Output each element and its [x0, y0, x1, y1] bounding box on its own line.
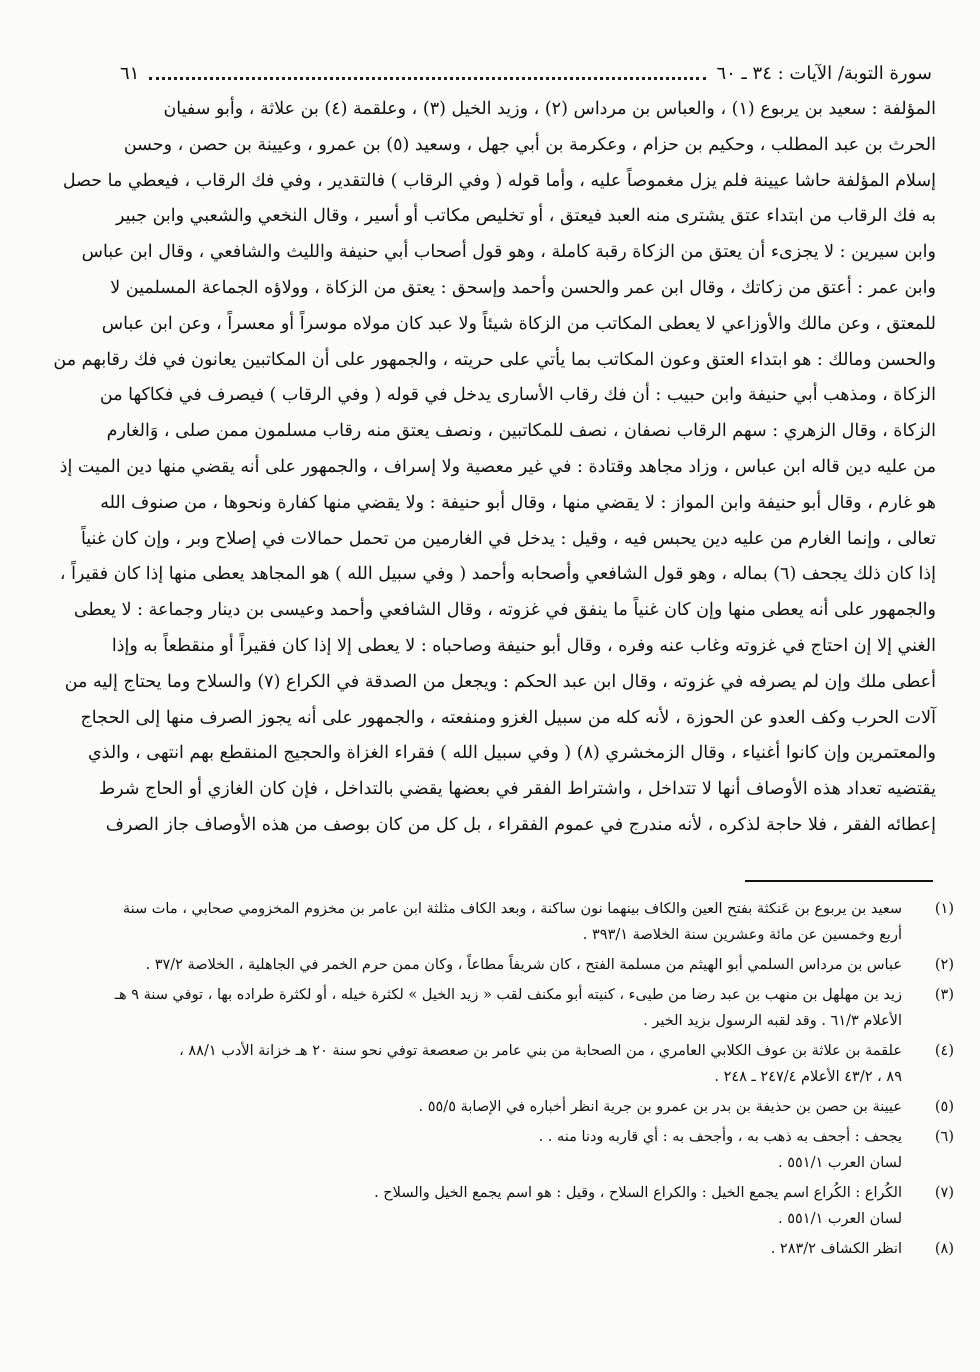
footnote-number: (١) [934, 901, 954, 917]
body-line: تعالى ، وإنما الغارم من عليه دين يحبس فيه ، وقيل : يدخل في الغارمين من تحمل حمالات في إصلاح وبر ، وإن كان غنياً [80, 528, 936, 549]
footnote-text [110, 1236, 902, 1262]
footnote-line: أربع وخمسين عن مائة وعشرين سنة الخلاصة ٣٩٣/١ . [582, 927, 902, 943]
footnote-line: علقمة بن علاثة بن عوف الكلابي العامري ، من الصحابة من بني عامر بن صعصعة توفي نحو سنة ٢٠ هـ خزانة الأدب ٨٨/١ ، [179, 1043, 902, 1059]
footnote-text [110, 1094, 902, 1120]
footnote-separator [745, 880, 933, 882]
footnote [110, 1236, 954, 1262]
footnote [110, 896, 954, 948]
footnote-number: (٨) [934, 1241, 954, 1257]
footnote [110, 1180, 954, 1232]
body-line: والمعتمرين وإن كانوا أغنياء ، وقال الزمخشري (٨) ( وفي سبيل الله ) فقراء الغزاة والحجيج المنقطع بهم انتهى ، والذي [87, 743, 936, 764]
body-line: للمعتق ، وعن مالك والأوزاعي لا يعطى المكاتب من الزكاة شيئاً ولا عبد كان مولاه موسراً أو معسراً ، وعن ابن عباس [101, 313, 936, 334]
footnote-line: عباس بن مرداس السلمي أبو الهيثم من مسلمة الفتح ، كان شريفاً مطاعاً ، وكان ممن حرم الخمر في الجاهلية ، الخلاصة ٣٧/٢ . [145, 957, 902, 973]
footnote-line: زيد بن مهلهل بن منهب بن عبد رضا من طيىء ، كنيته أبو مكنف لقب « زيد الخيل » لكثرة خيله ، أو لكثرة طراده بها ، توفي سنة ٩ هـ [114, 987, 902, 1003]
body-line: والجمهور على أنه يعطى منها وإن كان غنياً ما ينفق في غزوته ، وقال الشافعي وأحمد وعيسى بن دينار وجماعة : لا يعطى [73, 600, 936, 621]
body-line: والحسن ومالك : هو ابتداء العتق وعون المكاتب بما يأتي على حريته ، والجمهور على أن المكاتبين يعانون في فك رقابهم من [53, 349, 936, 370]
body-line: إعطائه الفقر ، فلا حاجة لذكره ، لأنه مندرج في عموم الفقراء ، بل كل من كان بوصف من هذه الأوصاف جاز الصرف [105, 814, 936, 835]
footnote-text [110, 1038, 902, 1090]
footnote [110, 1124, 954, 1176]
footnote [110, 952, 954, 978]
body-line: الزكاة ، وقال الزهري : سهم الرقاب نصفان ، نصف للمكاتبين ، ونصف يعتق منه رقاب مسلمون ممن صلى ، وَالغارم [106, 421, 936, 442]
running-title: سورة التوبة/ الآيات : ٣٤ ـ ٦٠ [716, 62, 932, 84]
body-line: الغني إلا إن احتاج في غزوته وغاب عنه وفره ، وقال أبو حنيفة وصاحباه : لا يعطى إلا إذا كان فقيراً أو منقطعاً به وإذا [111, 635, 936, 656]
page-header [120, 58, 932, 88]
footnote [110, 1094, 954, 1120]
footnote-text [110, 1180, 902, 1232]
footnote-line: يجحف : أجحف به ذهب به ، وأجحف به : أي قاربه ودنا منه . . [538, 1129, 902, 1145]
footnote-number: (٢) [934, 957, 954, 973]
footnote-text [110, 952, 902, 978]
body-line: هو غارم ، وقال أبو حنيفة وابن المواز : لا يقضي منها ، وقال أبو حنيفة : ولا يقضي منها كفارة ونحوها ، من صنوف الله [100, 492, 936, 513]
body-line: المؤلفة : سعيد بن يربوع (١) ، والعباس بن مرداس (٢) ، وزيد الخيل (٣) ، وعلقمة (٤) بن علاثة ، وأبو سفيان [163, 99, 936, 119]
body-line: الزكاة ، ومذهب أبي حنيفة وابن حبيب : أن فك رقاب الأسارى يدخل في قوله ( وفي الرقاب ) فيصرف في فكاكها من [99, 385, 936, 406]
footnote-line: الأعلام ٦١/٣ . وقد لقبه الرسول بزيد الخير . [643, 1013, 902, 1029]
main-text [53, 92, 936, 844]
body-line: إذا كان ذلك يجحف (٦) بماله ، وهو قول الشافعي وأصحابه وأحمد ( وفي سبيل الله ) هو المجاهد يعطى منها إذا كان فقيراً ، [59, 564, 936, 585]
footnote-text [110, 896, 902, 948]
footnotes [110, 896, 954, 1266]
footnote-line: ٨٩ ، ٤٣/٢ الأعلام ٢٤٧/٤ ـ ٢٤٨ . [714, 1069, 902, 1085]
body-line: الحرث بن عبد المطلب ، وحكيم بن حزام ، وعكرمة بن أبي جهل ، وسعيد (٥) بن عمرو ، وعيينة بن حصن ، وحسن [123, 134, 936, 155]
page-number: ٦١ [120, 62, 140, 84]
footnote-text [110, 1124, 902, 1176]
footnote-line: لسان العرب ٥٥١/١ . [778, 1211, 902, 1227]
footnote-number: (٤) [934, 1043, 954, 1059]
body-line: آلات الحرب وكف العدو عن الحوزة ، لأنه كله من سبيل الغزو ومنفعته ، والجمهور على أنه يجوز الصرف منها إلى الحجاج [80, 707, 936, 728]
footnote-line: الكُراع : الكُراع اسم يجمع الخيل : والكراع السلاح ، وقيل : هو اسم يجمع الخيل والسلاح . [374, 1185, 902, 1201]
body-line: أعطى ملك وإن لم يصرفه في غزوته ، وقال ابن عبد الحكم : ويجعل من الصدقة في الكراع (٧) والسلاح وما يحتاج إليه من [64, 671, 936, 692]
footnote-text [110, 982, 902, 1034]
footnote [110, 1038, 954, 1090]
footnote-line: عيينة بن حصن بن حذيفة بن بدر بن عمرو بن جرية انظر أخباره في الإصابة ٥٥/٥ . [418, 1099, 902, 1115]
header-leader-dots [149, 67, 706, 80]
body-line: من عليه دين قاله ابن عباس ، وزاد مجاهد وقتادة : في غير معصية ولا إسراف ، والجمهور على أنه يقضي منها دين الميت إذ [59, 456, 936, 477]
body-line: وابن سيرين : لا يجزىء أن يعتق من الزكاة رقبة كاملة ، وهو قول أصحاب أبي حنيفة والليث والشافعي ، وقال ابن عباس [81, 242, 936, 263]
body-line: يقتضيه تعداد هذه الأوصاف أنها لا تتداخل ، واشتراط الفقر في بعضها يقضي بالتداخل ، فإن كان الغازي أو الحاج شرط [98, 779, 936, 800]
footnote-line: انظر الكشاف ٢٨٣/٢ . [770, 1241, 902, 1257]
footnote-line: لسان العرب ٥٥١/١ . [778, 1155, 902, 1171]
body-line: إسلام المؤلفة حاشا عيينة فلم يزل مغموصاً عليه ، وأما قوله ( وفي الرقاب ) فالتقدير ، وفي فك الرقاب ، فيعطي ما حصل [62, 170, 936, 191]
footnote-number: (٥) [934, 1099, 954, 1115]
footnote-line: سعيد بن يربوع بن عَنكثة بفتح العين والكاف بينهما نون ساكنة ، وبعد الكاف مثلثة ابن عامر بن مخزوم المخزومي صحابي ، مات سنة [122, 901, 902, 917]
footnote-number: (٦) [934, 1129, 954, 1145]
body-line: وابن عمر : أعتق من زكاتك ، وقال ابن عمر والحسن وأحمد وإسحق : يعتق من الزكاة ، وولاؤه الجماعة المسلمين لا [110, 277, 936, 298]
body-line: به فك الرقاب من ابتداء عتق يشترى منه العبد فيعتق ، أو تخليص مكاتب أو أسير ، وقال النخعي والشعبي وابن جبير [116, 206, 936, 227]
footnote-number: (٣) [934, 987, 954, 1003]
footnote-number: (٧) [934, 1185, 954, 1201]
footnote [110, 982, 954, 1034]
